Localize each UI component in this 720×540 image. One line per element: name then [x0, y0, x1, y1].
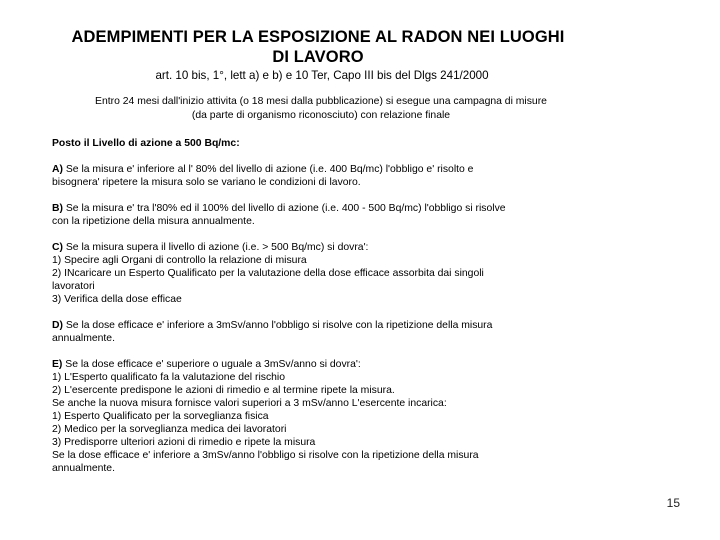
section-e-incarica: Se anche la nuova misura fornisce valori superiori a 3 mSv/anno L'esercente incarica: [52, 398, 447, 409]
intro-line-2: (da parte di organismo riconosciuto) con relazione finale [191, 110, 451, 121]
section-c-item-2b: lavoratori [52, 281, 95, 292]
section-e-label: E) [52, 359, 63, 370]
section-c-line-1: Se la misura supera il livello di azione (i.e. > 500 Bq/mc) si dovra': [62, 242, 369, 253]
section-b-line-2: con la ripetizione della misura annualmente. [52, 216, 255, 227]
section-d [52, 319, 582, 345]
section-e-last-1: Se la dose efficace e' inferiore a 3mSv/anno l'obbligo si risolve con la ripetizione della misura [52, 450, 479, 461]
section-e-item-1: 1) L'Esperto qualificato fa la valutazione del rischio [52, 372, 286, 383]
section-d-line-1: Se la dose efficace e' inferiore a 3mSv/anno l'obbligo si risolve con la ripetizione della misura [62, 320, 493, 331]
intro [56, 95, 586, 123]
section-e-line-1: Se la dose efficace e' superiore o uguale a 3mSv/anno si dovra': [62, 359, 361, 370]
section-e [52, 358, 582, 475]
title-line-1: ADEMPIMENTI PER LA ESPOSIZIONE AL RADON NEI LUOGHI [71, 28, 565, 46]
body-text [52, 137, 582, 475]
section-heading: Posto il Livello di azione a 500 Bq/mc: [52, 138, 240, 149]
section-e-sub-1: 1) Esperto Qualificato per la sorveglianza fisica [52, 411, 269, 422]
section-e-sub-2: 2) Medico per la sorveglianza medica dei lavoratori [52, 424, 287, 435]
page-number: 15 [666, 496, 680, 510]
section-b-line-1: Se la misura e' tra l'80% ed il 100% del livello di azione (i.e. 400 - 500 Bq/mc) l'obbligo si risolve [62, 203, 506, 214]
section-c-item-3: 3) Verifica della dose efficae [52, 294, 182, 305]
section-a-line-2: bisognera' ripetere la misura solo se variano le condizioni di lavoro. [52, 177, 361, 188]
section-b-label: B) [52, 203, 63, 214]
page-title [58, 27, 578, 67]
section-b [52, 202, 582, 228]
section-e-item-2: 2) L'esercente predispone le azioni di rimedio e al termine ripete la misura. [52, 385, 395, 396]
section-c-label: C) [52, 242, 63, 253]
section-e-sub-3: 3) Predisporre ulteriori azioni di rimedio e ripete la misura [52, 437, 316, 448]
subtitle: art. 10 bis, 1°, lett a) e b) e 10 Ter, Capo III bis del Dlgs 241/2000 [155, 69, 489, 82]
section-a-line-1: Se la misura e' inferiore al l' 80% del livello di azione (i.e. 400 Bq/mc) l'obbligo e' risolto e [62, 164, 474, 175]
section-a-label: A) [52, 164, 63, 175]
section-e-last-2: annualmente. [52, 463, 115, 474]
intro-line-1: Entro 24 mesi dall'inizio attivita (o 18 mesi dalla pubblicazione) si esegue una campagna di misure [95, 96, 547, 107]
title-line-2: DI LAVORO [272, 48, 364, 66]
section-d-label: D) [52, 320, 63, 331]
section-c-item-2a: 2) INcaricare un Esperto Qualificato per la valutazione della dose efficace assorbita dai singoli [52, 268, 484, 279]
section-d-line-2: annualmente. [52, 333, 115, 344]
section-c-item-1: 1) Specire agli Organi di controllo la relazione di misura [52, 255, 307, 266]
section-a [52, 163, 582, 189]
section-c [52, 241, 582, 306]
